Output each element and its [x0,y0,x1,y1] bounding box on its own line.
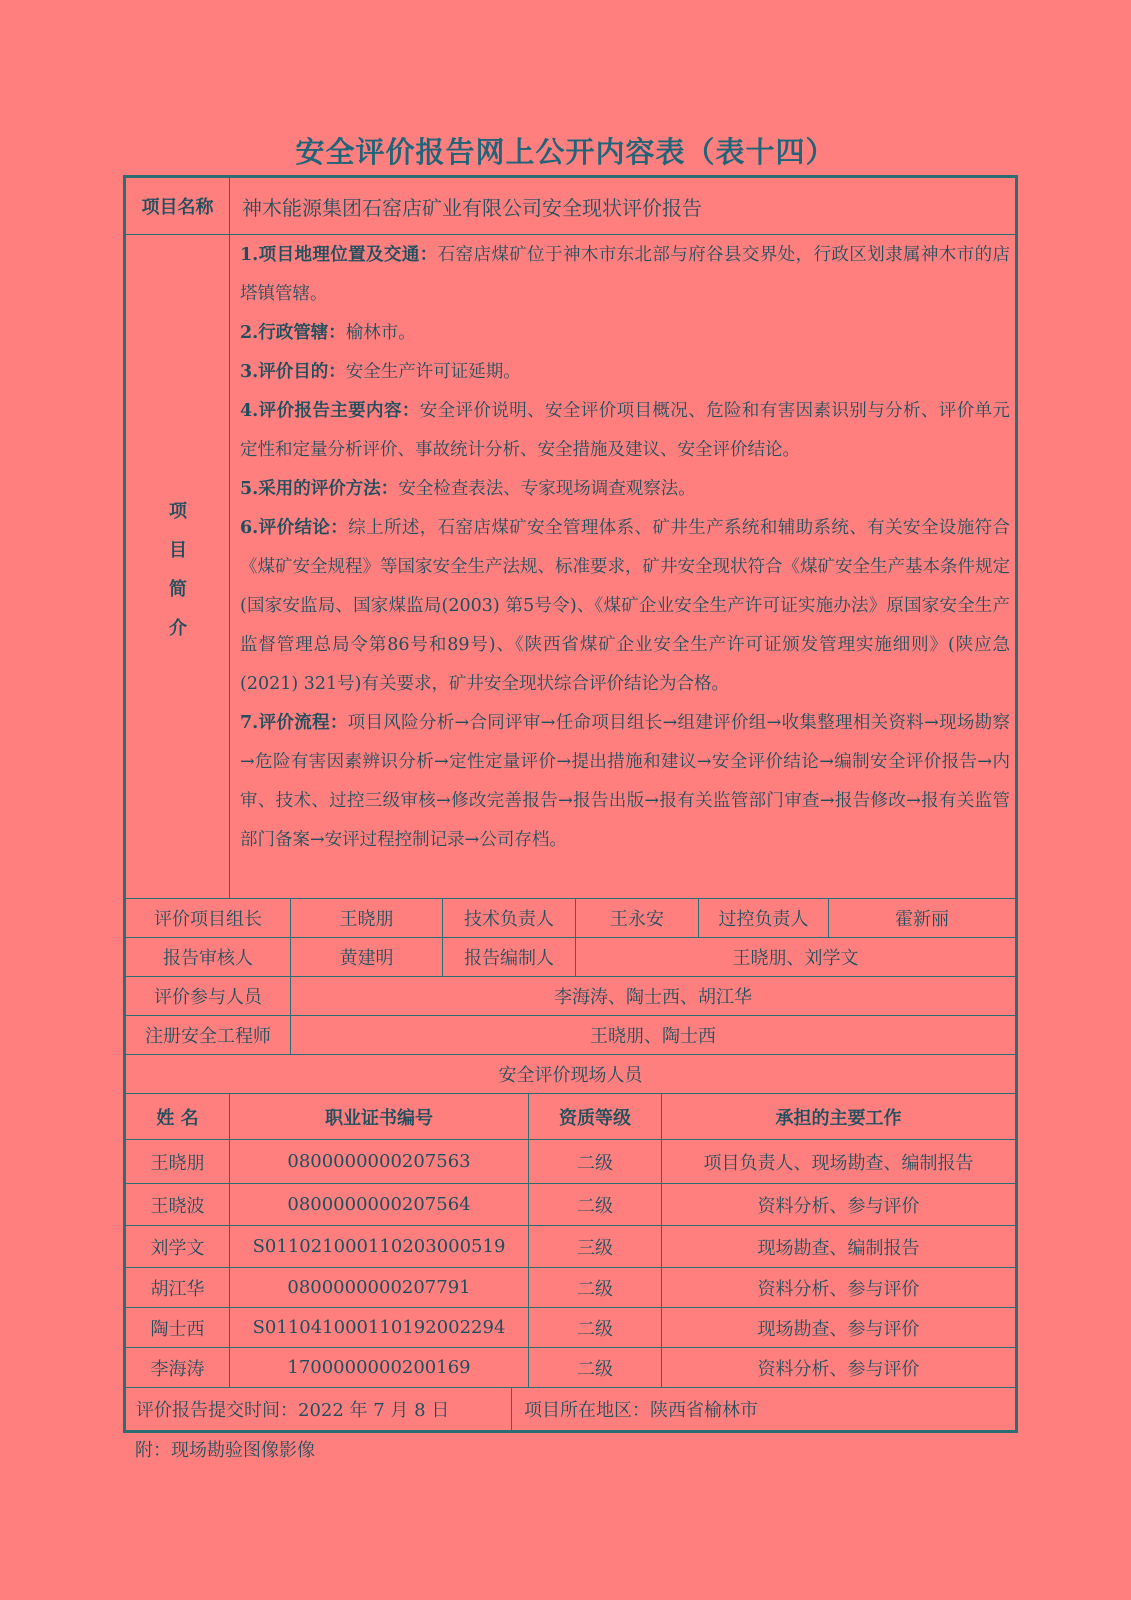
intro-item-key: 6.评价结论： [240,518,349,538]
onsite-grade: 二级 [577,1358,613,1380]
engineers-value: 王晓朋、陶士西 [590,1026,716,1047]
intro-label-char: 目 [169,540,187,561]
onsite-cert: S011021000110203000519 [252,1236,506,1257]
engineers-label: 注册安全工程师 [145,1026,271,1047]
intro-item-text: 项目风险分析→合同评审→任命项目组长→组建评价组→收集整理相关资料→现场勘察→危险有害因素辨识分析→定性定量评价→提出措施和建议→安全评价结论→编制安全评价报告→内审、技术、过控三级审核→修改完善报告→报告出版→报有关监管部门审查→报告修改→报有关监管部门备案→安评过程控制记录→公司存档。 [240,713,1010,850]
onsite-header-name: 姓 名 [156,1107,199,1129]
reviewer-value: 黄建明 [339,948,394,969]
intro-item-text: 安全评价说明、安全评价项目概况、危险和有害因素识别与分析、评价单元定性和定量分析评价、事故统计分析、安全措施及建议、安全评价结论。 [240,401,1010,460]
onsite-work: 资料分析、参与评价 [757,1195,920,1217]
onsite-header-work: 承担的主要工作 [775,1107,902,1129]
leader-label: 评价项目组长 [154,909,262,930]
intro-label [163,492,193,648]
onsite-work: 现场勘查、编制报告 [757,1237,920,1259]
onsite-heading: 安全评价现场人员 [498,1065,643,1086]
control-label: 过控负责人 [718,909,809,930]
intro-item-key: 3.评价目的： [240,362,346,382]
intro-item-key: 4.评价报告主要内容： [240,401,420,421]
page-title: 安全评价报告网上公开内容表（表十四） [295,135,836,169]
row-divider [123,234,1018,235]
onsite-name: 李海涛 [150,1358,205,1380]
onsite-name: 王晓朋 [150,1152,205,1174]
intro-item-text: 安全检查表法、专家现场调查观察法。 [398,479,696,499]
intro-item-key: 7.评价流程： [240,713,348,733]
onsite-grade: 二级 [577,1278,613,1300]
onsite-name: 王晓波 [150,1195,205,1217]
intro-item-text: 安全生产许可证延期。 [345,362,521,382]
intro-item-purpose [240,353,1010,392]
onsite-grade: 二级 [577,1152,613,1174]
intro-item-text: 综上所述，石窑店煤矿安全管理体系、矿井生产系统和辅助系统、有关安全设施符合《煤矿安全规程》等国家安全生产法规、标准要求，矿井安全现状符合《煤矿安全生产基本条件规定(国家安监局、国家煤监局(2003) 第5号令)、《煤矿企业安全生产许可证实施办法》原国家安全生产监督管理总局令第86号和89号)、《陕西省煤矿企业安全生产许可证颁发管理实施细则》(陕应急(2021) 321号)有关要求，矿井安全现状综合评价结论为合格。 [240,518,1010,694]
onsite-work: 现场勘查、参与评价 [757,1318,920,1340]
reviewer-label: 报告审核人 [163,948,253,969]
intro-content [240,236,1010,860]
onsite-name: 陶士西 [150,1318,205,1340]
onsite-grade: 三级 [577,1237,613,1259]
project-location: 项目所在地区：陕西省榆林市 [524,1400,758,1421]
onsite-name: 胡江华 [150,1278,205,1300]
onsite-header-cert: 职业证书编号 [325,1107,433,1129]
onsite-cert: 0800000000207791 [287,1277,471,1298]
intro-item-text: 石窑店煤矿位于神木市东北部与府谷县交界处，行政区划隶属神木市的店塔镇管辖。 [240,245,1010,304]
leader-value: 王晓朋 [339,909,394,930]
intro-item-conclusion [240,509,1010,704]
column-divider [229,175,230,898]
intro-item-key: 1.项目地理位置及交通： [240,245,438,265]
project-name-value: 神木能源集团石窑店矿业有限公司安全现状评价报告 [242,195,702,220]
tech-label: 技术负责人 [464,909,554,930]
onsite-cert: 0800000000207564 [287,1194,471,1215]
intro-item-text: 榆林市。 [345,323,416,343]
intro-label-char: 简 [169,579,187,600]
intro-item-contents [240,392,1010,470]
intro-item-location [240,236,1010,314]
participants-label: 评价参与人员 [154,987,262,1008]
onsite-work: 项目负责人、现场勘查、编制报告 [703,1152,974,1174]
intro-item-methods [240,470,1010,509]
intro-item-jurisdiction [240,314,1010,353]
control-value: 霍新丽 [895,909,949,930]
onsite-work: 资料分析、参与评价 [757,1358,920,1380]
writer-value: 王晓朋、刘学文 [732,948,859,969]
column-divider [511,1387,512,1433]
onsite-grade: 二级 [577,1318,613,1340]
intro-item-key: 5.采用的评价方法： [240,479,399,499]
onsite-work: 资料分析、参与评价 [757,1278,920,1300]
participants-value: 李海涛、陶士西、胡江华 [554,987,752,1008]
writer-label: 报告编制人 [464,948,554,969]
onsite-cert: 0800000000207563 [287,1151,471,1172]
onsite-header-grade: 资质等级 [559,1107,631,1129]
tech-value: 王永安 [610,909,664,930]
onsite-cert: 1700000000200169 [287,1357,471,1378]
intro-item-process [240,704,1010,860]
attachment-note: 附：现场勘验图像影像 [135,1440,315,1461]
intro-label-char: 介 [169,618,187,639]
onsite-grade: 二级 [577,1195,613,1217]
intro-item-key: 2.行政管辖： [240,323,346,343]
onsite-name: 刘学文 [150,1237,205,1259]
intro-label-char: 项 [169,501,187,522]
onsite-cert: S011041000110192002294 [252,1317,506,1338]
project-name-label: 项目名称 [141,197,214,218]
submit-time: 评价报告提交时间：2022 年 7 月 8 日 [136,1400,450,1421]
